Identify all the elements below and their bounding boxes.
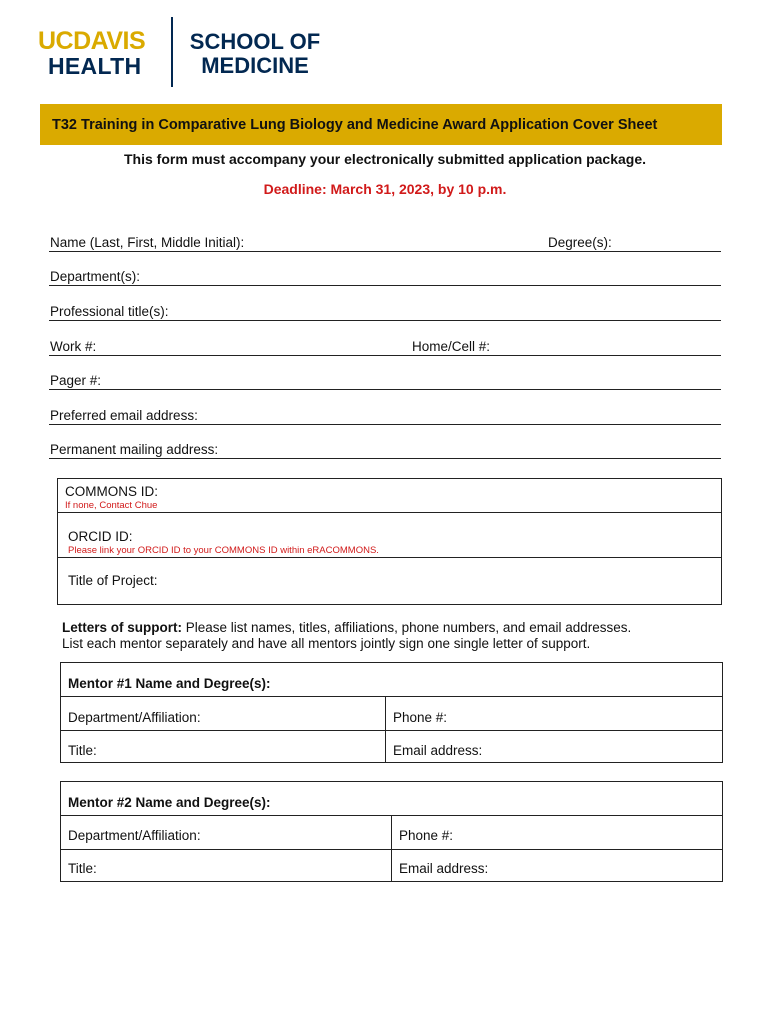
divider <box>385 696 386 762</box>
subtitle: This form must accompany your electronically submitted application package. <box>123 151 647 167</box>
support-instructions: Letters of support: Please list names, titles, affiliations, phone numbers, and email addresses. List each mentor separately and have all mentors jointly sign one single letter of support. <box>62 620 632 651</box>
mentor-1-name-field[interactable]: Mentor #1 Name and Degree(s): <box>68 676 271 691</box>
divider <box>391 815 392 881</box>
email-field[interactable]: Preferred email address: <box>49 406 721 425</box>
department-field[interactable]: Department(s): <box>49 267 721 286</box>
mentor-1-table <box>60 662 723 763</box>
deadline: Deadline: March 31, 2023, by 10 p.m. <box>263 181 507 197</box>
title-bar <box>40 104 722 145</box>
logo-ucdavis: UCDAVIS <box>38 27 146 55</box>
mentor-1-phone-field[interactable]: Phone #: <box>393 710 448 725</box>
professional-title-field[interactable]: Professional title(s): <box>49 302 721 321</box>
commons-id-field[interactable]: COMMONS ID: If none, Contact Chue <box>65 484 158 511</box>
project-title-field[interactable]: Title of Project: <box>68 573 158 588</box>
mentor-2-department-field[interactable]: Department/Affiliation: <box>68 828 201 843</box>
phone-fields[interactable]: Work #: Home/Cell #: <box>49 337 721 356</box>
mentor-1-title-field[interactable]: Title: <box>68 743 97 758</box>
mentor-2-table <box>60 781 723 882</box>
mentor-2-title-field[interactable]: Title: <box>68 861 97 876</box>
mentor-1-department-field[interactable]: Department/Affiliation: <box>68 710 201 725</box>
mentor-2-email-field[interactable]: Email address: <box>399 861 489 876</box>
name-field[interactable]: Name (Last, First, Middle Initial): Degree(s): <box>49 233 721 252</box>
orcid-id-field[interactable]: ORCID ID: Please link your ORCID ID to your COMMONS ID within eRACOMMONS. <box>68 529 379 556</box>
logo-divider <box>171 17 173 87</box>
pager-field[interactable]: Pager #: <box>49 371 721 390</box>
ids-box <box>57 478 722 605</box>
logo-health: HEALTH <box>48 53 142 79</box>
mentor-2-phone-field[interactable]: Phone #: <box>399 828 454 843</box>
logo-school-of-medicine: SCHOOL OF MEDICINE <box>189 29 321 78</box>
mentor-1-email-field[interactable]: Email address: <box>393 743 483 758</box>
mentor-2-name-field[interactable]: Mentor #2 Name and Degree(s): <box>68 795 271 810</box>
page-title: T32 Training in Comparative Lung Biology and Medicine Award Application Cover Sheet <box>52 116 658 133</box>
mailing-address-field[interactable]: Permanent mailing address: <box>49 440 721 459</box>
